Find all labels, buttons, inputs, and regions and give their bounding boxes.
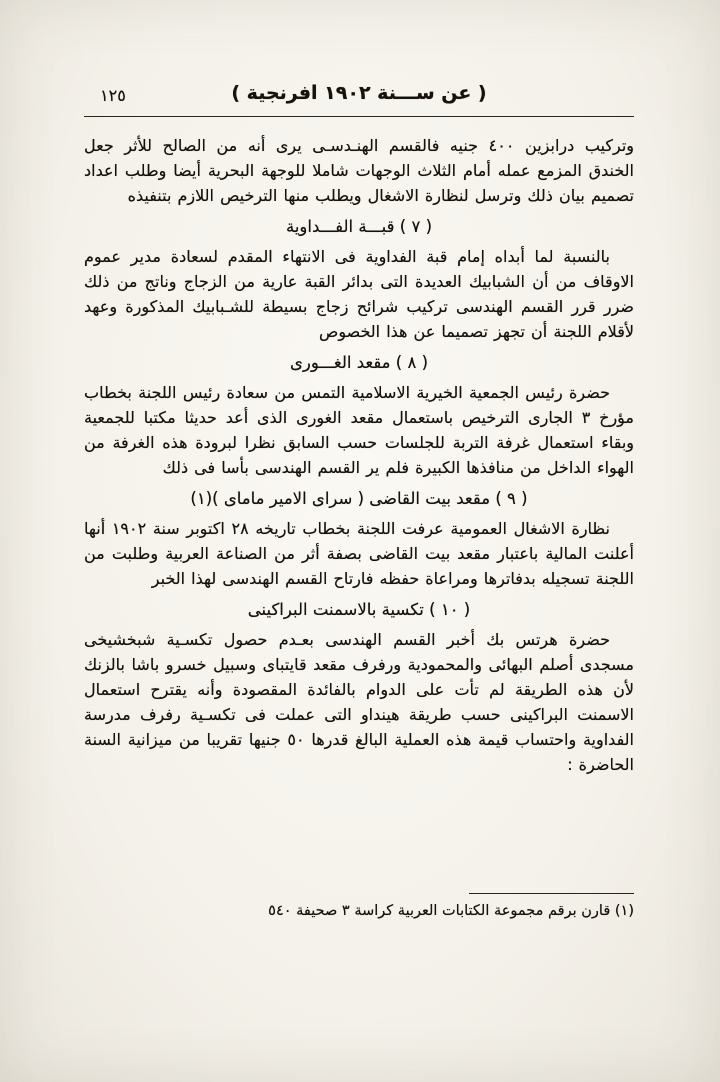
section-heading: ( ٨ ) مقعد الغـــورى xyxy=(289,353,429,372)
body-paragraph: حضرة رئيس الجمعية الخيرية الاسلامية التمس من سعادة رئيس اللجنة بخطاب مؤرخ ٣ الجارى الترخيص باستعمال مقعد الغورى الذى أعد حديثا مكتبا للجمعية وبقاء استعمال غرفة التربة للجلسات حسب السابق نظرا لبرودة هذه الغرفة من الهواء الداخل من منافذها الكبيرة فلم ير القسم الهندسى بأسا فى ذلك xyxy=(84,383,635,477)
body-paragraph: حضرة هرتس بك أخبر القسم الهندسى بعـدم حصول تكسـية شبخشيخى مسجدى أصلم البهائى والمحمودية ورفرف مقعد قايتباى وسبيل خسرو باشا بالزنك لأن هذه الطريقة لم تأت على الدوام بالفائدة المقصودة وأنه يقترح استعمال الاسمنت البراكينى حسب طريقة هينداو التى عملت فى تكسـية رفرف مدرسة الفداوية واحتساب قيمة هذه العملية البالغ قدرها ٥٠ جنيها تقريبا من ميزانية السنة الحاضرة : xyxy=(84,630,634,774)
footnote-area xyxy=(84,893,634,922)
header-rule xyxy=(84,116,634,117)
footnote-rule xyxy=(469,893,634,894)
footnote-text: (١) قارن برقم مجموعة الكتابات العربية كراسة ٣ صحيفة ٥٤٠ xyxy=(268,903,634,919)
body-paragraph: نظارة الاشغال العمومية عرفت اللجنة بخطاب تاريخه ٢٨ اكتوبر سنة ١٩٠٢ أنها أعلنت المالية باعتبار مقعد بيت القاضى بصفة أثر من الصناعة العربية وطلبت من اللجنة تسجيله بدفاترها ومراعاة حفظه فارتاح القسم الهندسى لهذا الخبر xyxy=(84,519,634,588)
body-paragraph: وتركيب درابزين ٤٠٠ جنيه فالقسم الهنـدسـى يرى أنه من الصالح للأثر جعل الخندق المزمع عمله أمام الثلاث الوجهات شاملا للوجهة البحرية أيضا وطلب اعداد تصميم بيان ذلك وترسل لنظارة الاشغال ويطلب منها الترخيص اللازم بتنفيذه xyxy=(84,136,634,205)
page-header xyxy=(84,82,634,112)
section-heading: ( ٧ ) قبـــة الفـــداوية xyxy=(285,217,433,236)
page-content xyxy=(84,82,634,777)
document-body xyxy=(84,133,634,777)
header-title: ( عن ســـنة ١٩٠٢ افرنجية ) xyxy=(231,82,487,104)
page-number: ١٢٥ xyxy=(100,86,126,105)
body-paragraph: بالنسبة لما أبداه إمام قبة الفداوية فى الانتهاء المقدم لسعادة مدير عموم الاوقاف من أن الشبابيك العديدة التى بدائر القبة عارية من الزجاج وناتج من ذلك ضرر قرر القسم الهندسى تركيب شرائح زجاج بسيطة للشـبابيك المذكورة وعهد لأقلام اللجنة أن تجهز تصميما عن هذا الخصوص xyxy=(84,247,634,341)
section-heading: ( ١٠ ) تكسية بالاسمنت البراكينى xyxy=(247,600,471,619)
section-heading: ( ٩ ) مقعد بيت القاضى ( سراى الامير ماماى )(١) xyxy=(190,489,528,508)
